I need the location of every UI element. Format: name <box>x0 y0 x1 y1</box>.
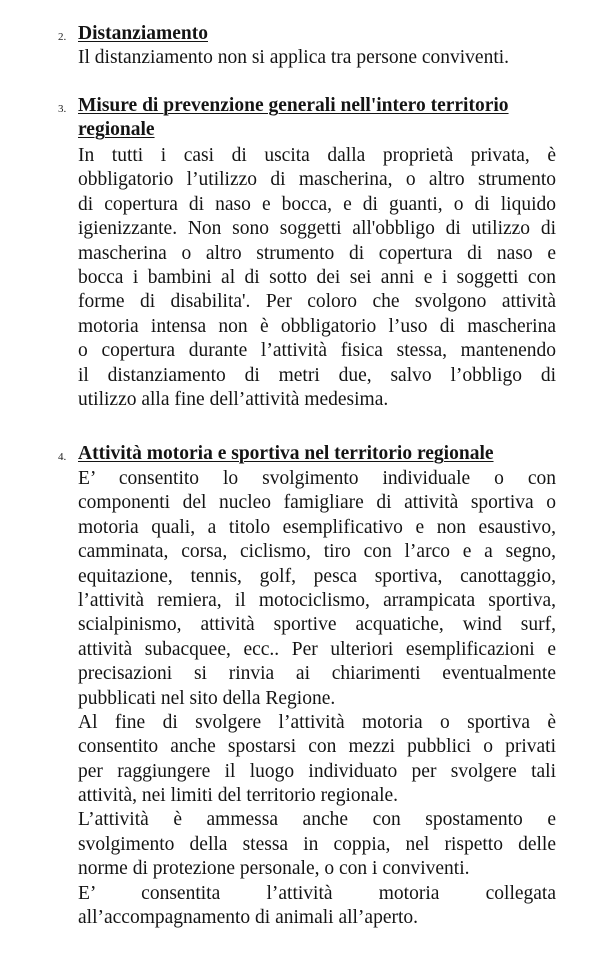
body-line: Il distanziamento non si applica tra persone conviventi. <box>78 47 510 68</box>
body-line: svolgimento della stessa in coppia, nel rispetto delle <box>78 833 556 855</box>
body-line: di copertura di naso e bocca, e di guanti, o di liquido <box>78 193 556 215</box>
section-body <box>78 144 556 412</box>
section-heading: Attività motoria e sportiva nel territorio regionale <box>78 443 494 464</box>
body-line: o copertura durante l’attività fisica stessa, mantenendo <box>78 340 556 362</box>
section-number: 3. <box>58 103 67 115</box>
body-line: precisazioni si rinvia ai chiarimenti eventualmente <box>78 663 556 685</box>
body-line: In tutti i casi di uscita dalla proprietà privata, è <box>78 145 556 166</box>
section-heading: Distanziamento <box>78 23 208 44</box>
body-line: igienizzante. Non sono soggetti all'obbligo di utilizzo di <box>78 218 556 240</box>
body-line: l’attività remiera, il motociclismo, arrampicata sportiva, <box>78 589 556 611</box>
body-line: obbligatorio l’utilizzo di mascherina, o altro strumento <box>78 169 556 191</box>
body-line: L’attività è ammessa anche con spostamento e <box>78 809 556 831</box>
body-line: bocca i bambini al di sotto dei sei anni e i soggetti con <box>78 266 556 288</box>
heading-line: Misure di prevenzione generali nell'intero territorio <box>78 95 509 116</box>
body-line: componenti del nucleo famigliare di attività sportiva o <box>78 492 556 514</box>
body-line: E’ consentito lo svolgimento individuale o con <box>78 468 556 489</box>
body-line: attività, nei limiti del territorio regionale. <box>78 785 399 807</box>
body-line: all’accompagnamento di animali all’aperto. <box>78 907 419 929</box>
body-line: E’ consentita l’attività motoria collegata <box>78 882 556 904</box>
body-line: motoria intensa non è obbligatorio l’uso di mascherina <box>78 315 556 337</box>
body-line: mascherina o altro strumento di copertura di naso e <box>78 242 556 264</box>
body-line: camminata, corsa, ciclismo, tiro con l’arco e a segno, <box>78 541 556 563</box>
body-line: utilizzo alla fine dell’attività medesima. <box>78 388 389 410</box>
section-heading <box>78 94 556 142</box>
body-line: equitazione, tennis, golf, pesca sportiva, canottaggio, <box>78 565 556 587</box>
body-line: per raggiungere il luogo individuato per svolgere tali <box>78 760 556 782</box>
body-line: consentito anche spostarsi con mezzi pubblici o privati <box>78 736 556 758</box>
body-line: scialpinismo, attività sportive acquatiche, wind surf, <box>78 614 556 636</box>
body-line: attività subacquee, ecc.. Per ulteriori esemplificazioni e <box>78 638 556 660</box>
section-body <box>78 46 556 70</box>
heading-line: regionale <box>78 119 155 140</box>
body-line: pubblicati nel sito della Regione. <box>78 687 336 709</box>
section-number: 4. <box>58 451 67 463</box>
section-number: 2. <box>58 31 67 43</box>
section-body <box>78 467 556 930</box>
body-line: il distanziamento di metri due, salvo l’obbligo di <box>78 364 556 386</box>
body-line: motoria quali, a titolo esemplificativo e non esaustivo, <box>78 516 556 538</box>
body-line: Al fine di svolgere l’attività motoria o sportiva è <box>78 711 556 733</box>
body-line: norme di protezione personale, o con i conviventi. <box>78 858 470 880</box>
body-line: forme di disabilita'. Per coloro che svolgono attività <box>78 291 556 313</box>
